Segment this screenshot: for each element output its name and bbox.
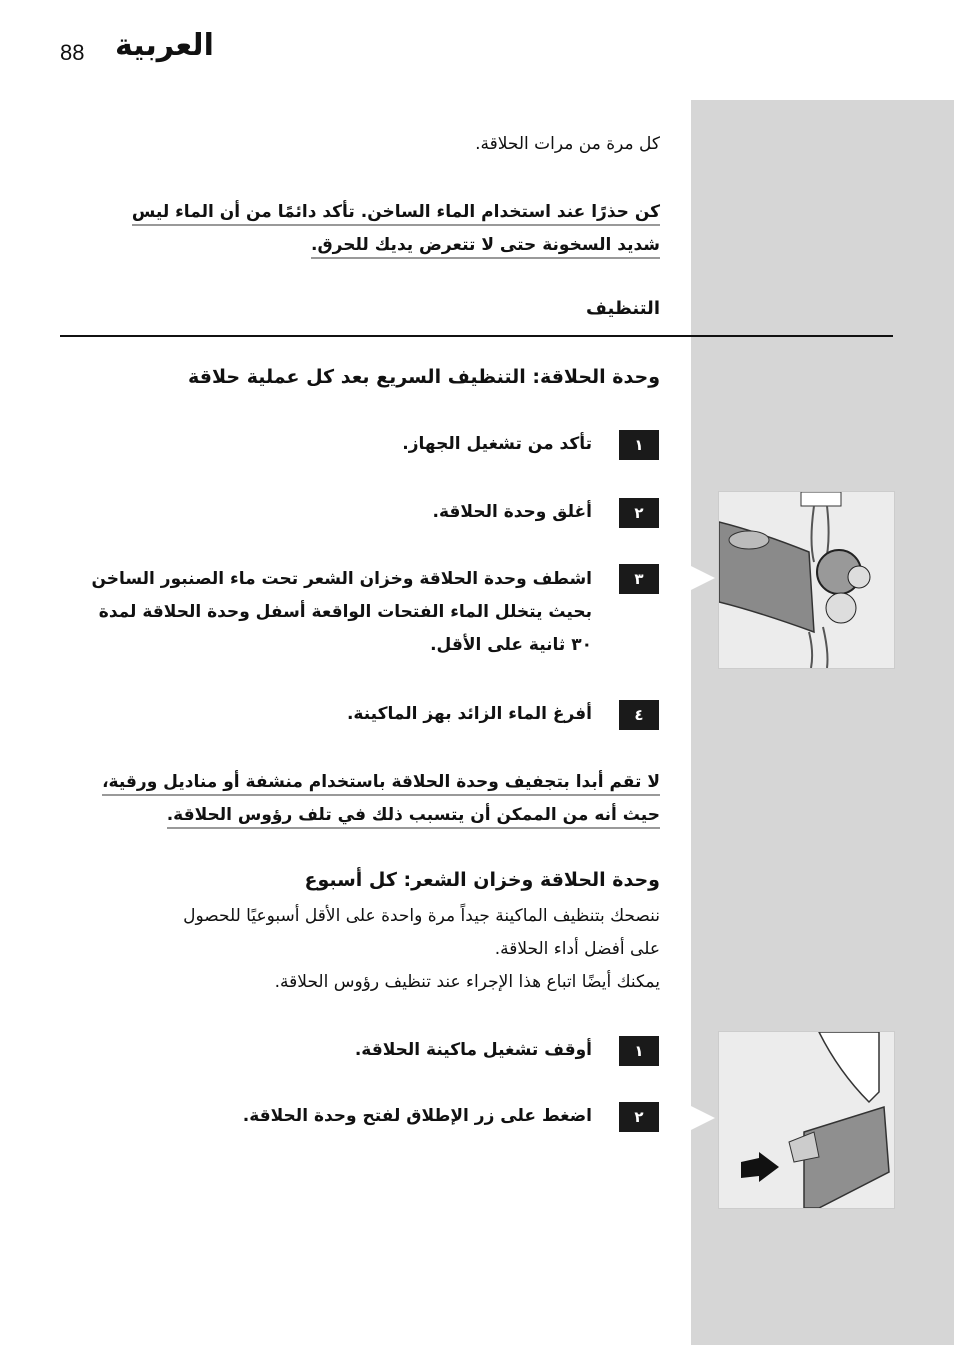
step-text [60, 563, 592, 662]
step-number: ١ [619, 1036, 659, 1066]
step-text-line: ٣٠ ثانية على الأقل. [430, 635, 592, 655]
weekly-cleaning-text [60, 900, 660, 999]
step-text: تأكد من تشغيل الجهاز. [402, 434, 592, 454]
rinse-illustration [718, 491, 895, 669]
subsection-title: وحدة الحلاقة: التنظيف السريع بعد كل عملية حلاقة [188, 366, 660, 388]
language-title: العربية [115, 28, 214, 63]
step-text: اضغط على زر الإطلاق لفتح وحدة الحلاقة. [242, 1106, 592, 1126]
warning-line: شديد السخونة حتى لا تتعرض يديك للحرق. [311, 235, 660, 259]
body-line: على أفضل أداء الحلاقة. [494, 939, 660, 959]
section-title: التنظيف [586, 298, 660, 319]
step-number: ٤ [619, 700, 659, 730]
section-divider [60, 335, 893, 337]
drying-warning [60, 766, 660, 832]
hot-water-warning [60, 196, 660, 262]
warning-line: لا تقم أبدا بتجفيف وحدة الحلاقة باستخدام منشفة أو مناديل ورقية، [102, 772, 660, 796]
step-text-line: بحيث يتخلل الماء الفتحات الواقعة أسفل وحدة الحلاقة لمدة [98, 602, 592, 622]
figure-pointer [691, 566, 715, 590]
warning-line: حيث أنه من الممكن أن يتسبب ذلك في تلف رؤوس الحلاقة. [167, 805, 660, 829]
open-unit-illustration [718, 1031, 895, 1209]
step-text: أفرغ الماء الزائد بهز الماكينة. [346, 704, 592, 724]
step-text: أغلق وحدة الحلاقة. [432, 502, 592, 522]
step-number: ٢ [619, 498, 659, 528]
intro-line: كل مرة من مرات الحلاقة. [475, 134, 660, 154]
step-text: أوقف تشغيل ماكينة الحلاقة. [354, 1040, 592, 1060]
page-number: 88 [60, 40, 85, 65]
step-number: ٢ [619, 1102, 659, 1132]
body-line: ننصحك بتنظيف الماكينة جيداً مرة واحدة على الأقل أسبوعيًا للحصول [183, 906, 660, 926]
subsection-title: وحدة الحلاقة وخزان الشعر: كل أسبوع [304, 869, 660, 891]
figure-pointer [691, 1106, 715, 1130]
warning-line: كن حذرًا عند استخدام الماء الساخن. تأكد دائمًا من أن الماء ليس [132, 202, 660, 226]
step-number: ١ [619, 430, 659, 460]
step-text-line: اشطف وحدة الحلاقة وخزان الشعر تحت ماء الصنبور الساخن [91, 569, 592, 589]
body-line: يمكنك أيضًا اتباع هذا الإجراء عند تنظيف رؤوس الحلاقة. [274, 972, 660, 992]
step-number: ٣ [619, 564, 659, 594]
